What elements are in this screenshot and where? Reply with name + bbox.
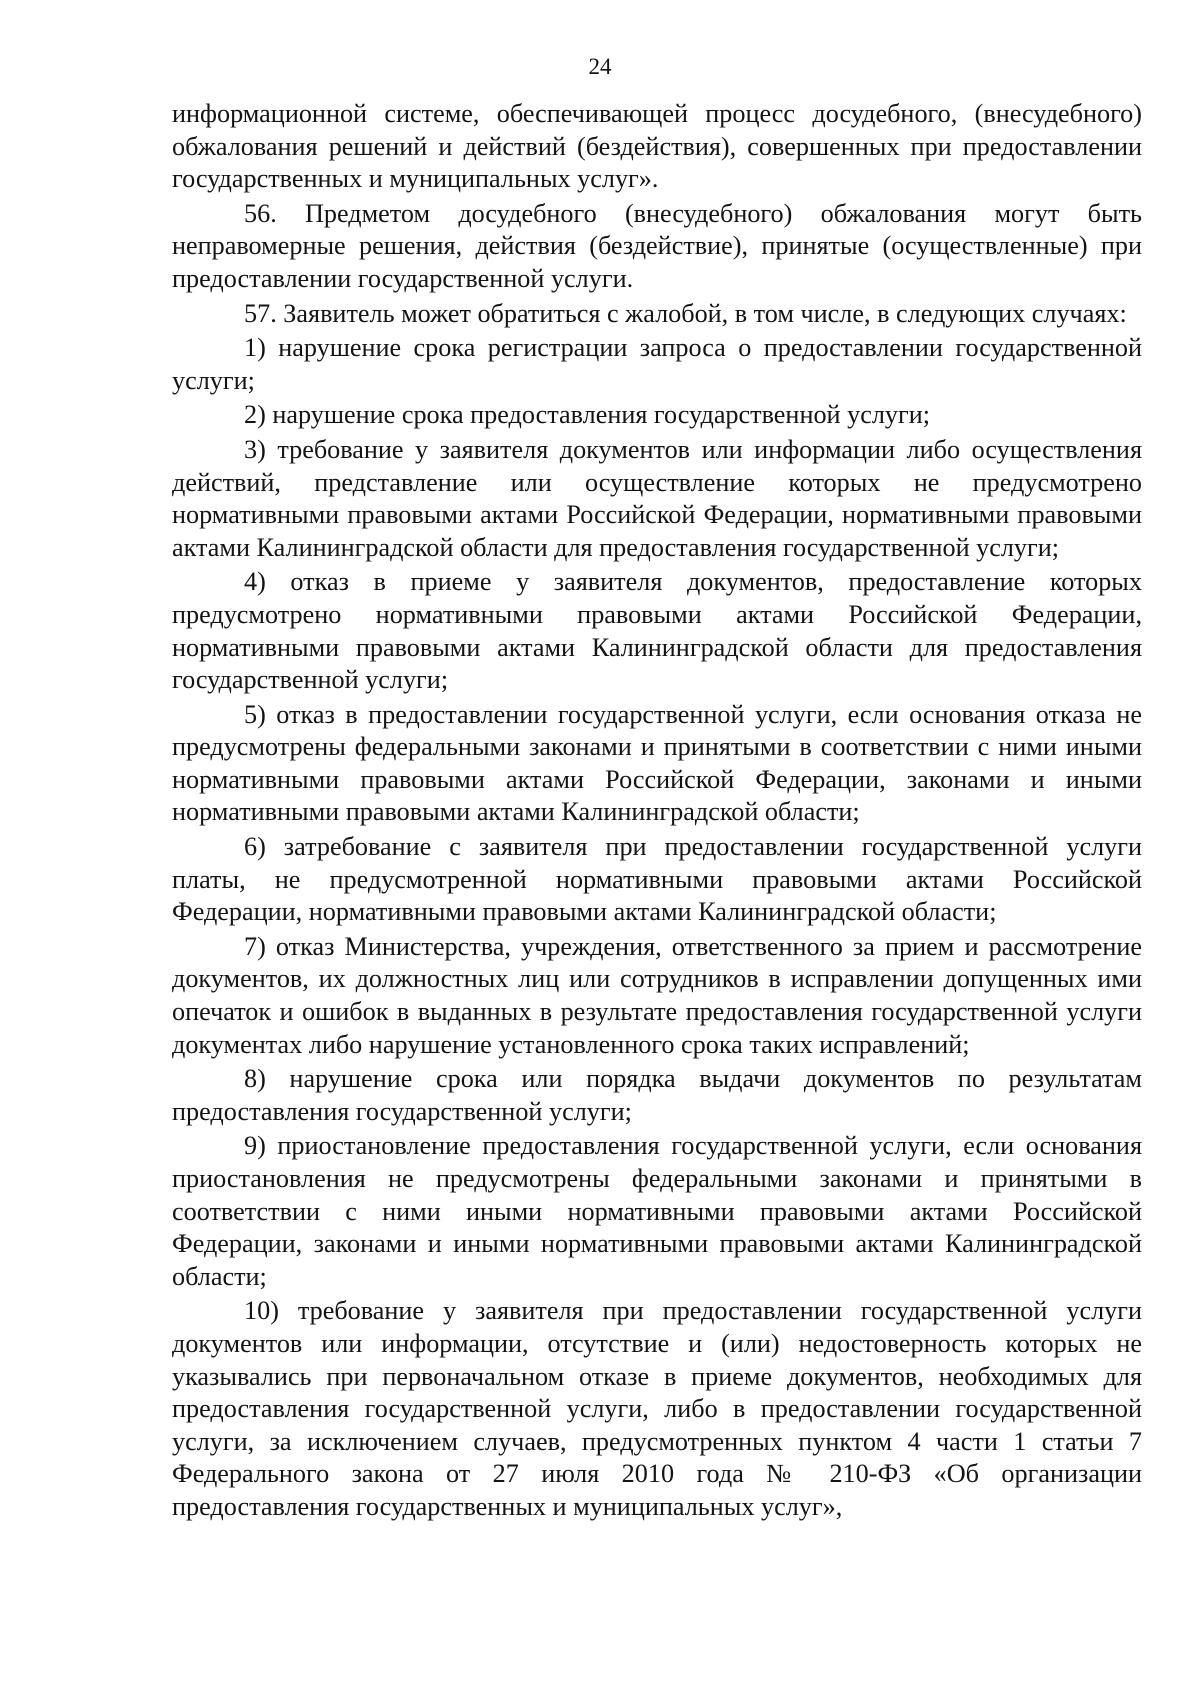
list-item-6: 6) затребование с заявителя при предоставлении государственной услуги платы, не предусмотренной нормативными правовыми актами Российской Федерации, нормативными правовыми актами Калининградской области; — [172, 832, 1142, 927]
paragraph-56: 56. Предметом досудебного (внесудебного) обжалования могут быть неправомерные решения, действия (бездействие), принятые (осуществленные) при предоставлении государственной услуги. — [172, 198, 1142, 293]
list-item-9: 9) приостановление предоставления государственной услуги, если основания приостановления не предусмотрены федеральными законами и принятыми в соответствии с ними иными нормативными правовыми актами Российской Федерации, законами и иными нормативными правовыми актами Калининградской области; — [172, 1131, 1142, 1291]
list-item-3: 3) требование у заявителя документов или информации либо осуществления действий, представление или осуществление которых не предусмотрено нормативными правовыми актами Российской Федерации, нормативными правовыми актами Калининградской области для предоставления государственной услуги; — [172, 434, 1142, 562]
list-item-2: 2) нарушение срока предоставления государственной услуги; — [244, 400, 931, 430]
list-item-5: 5) отказ в предоставлении государственной услуги, если основания отказа не предусмотрены федеральными законами и принятыми в соответствии с ними иными нормативными правовыми актами Российской Федерации, законами и иными нормативными правовыми актами Калининградской области; — [172, 699, 1142, 827]
paragraph-57: 57. Заявитель может обратиться с жалобой, в том числе, в следующих случаях: — [244, 298, 1127, 328]
list-item-10: 10) требование у заявителя при предоставлении государственной услуги документов или информации, отсутствие и (или) недостоверность которых не указывались при первоначальном отказе в приеме документов, необходимых для предоставления государственной услуги, либо в предоставлении государственной услуги, за исключением случаев, предусмотренных пунктом 4 части 1 статьи 7 Федерального закона от 27 июля 2010 года № 210-ФЗ «Об организации предоставления государственных и муниципальных услуг», — [172, 1296, 1142, 1521]
page-number: 24 — [588, 54, 612, 79]
list-item-7: 7) отказ Министерства, учреждения, ответственного за прием и рассмотрение документов, их должностных лиц или сотрудников в исправлении допущенных ими опечаток и ошибок в выданных в результате предоставления государственной услуги документах либо нарушение установленного срока таких исправлений; — [172, 931, 1142, 1059]
list-item-4: 4) отказ в приеме у заявителя документов, предоставление которых предусмотрено нормативными правовыми актами Российской Федерации, нормативными правовыми актами Калининградской области для предоставления государственной услуги; — [172, 567, 1142, 695]
list-item-1: 1) нарушение срока регистрации запроса о предоставлении государственной услуги; — [172, 333, 1142, 395]
paragraph-continuation: информационной системе, обеспечивающей процесс досудебного, (внесудебного) обжалования решений и действий (бездействия), совершенных при предоставлении государственных и муниципальных услуг». — [172, 99, 1142, 194]
document-body — [172, 98, 1142, 1524]
list-item-8: 8) нарушение срока или порядка выдачи документов по результатам предоставления государственной услуги; — [172, 1064, 1142, 1126]
